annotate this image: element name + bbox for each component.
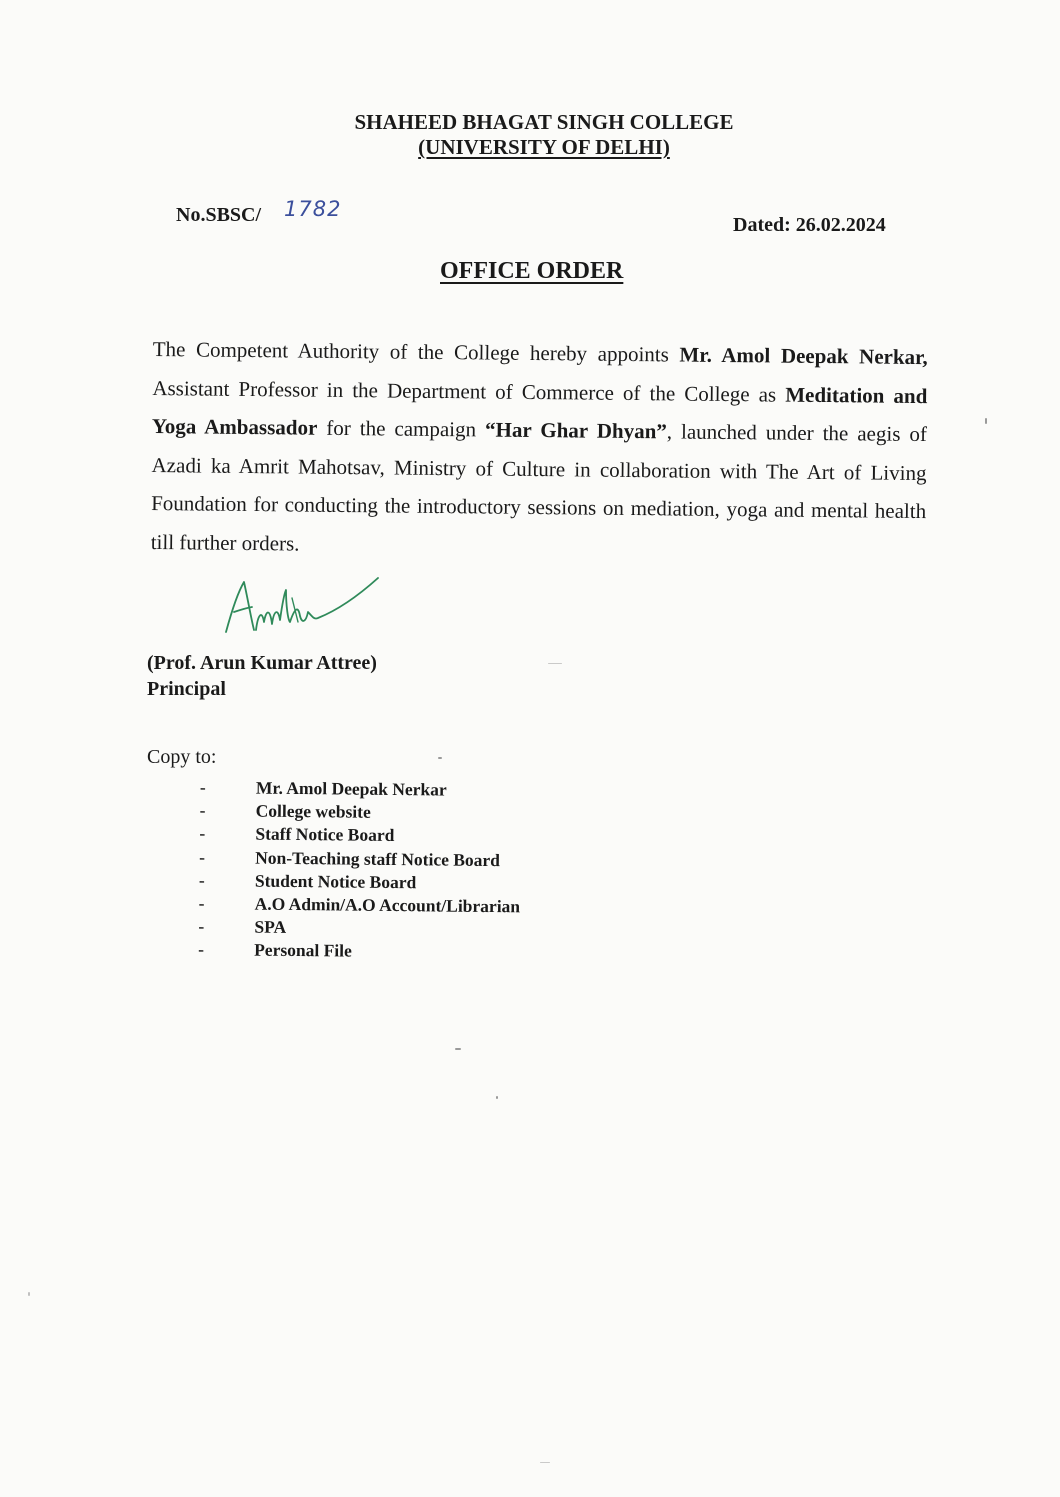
scan-speck bbox=[455, 1048, 461, 1050]
scan-speck bbox=[28, 1292, 30, 1296]
signatory-designation: Principal bbox=[147, 678, 226, 700]
scan-speck bbox=[540, 1462, 550, 1463]
signatory bbox=[147, 650, 377, 702]
order-body bbox=[151, 330, 928, 569]
scan-speck bbox=[985, 418, 987, 424]
college-name: SHAHEED BHAGAT SINGH COLLEGE bbox=[354, 110, 734, 134]
campaign-name: “Har Ghar Dhyan” bbox=[484, 417, 667, 444]
letterhead bbox=[0, 110, 1060, 160]
body-text-3: for the campaign bbox=[317, 415, 486, 442]
body-text-1: The Competent Authority of the College hereby appoints bbox=[152, 336, 680, 367]
copy-to-label: Copy to: bbox=[147, 746, 217, 768]
scan-speck bbox=[496, 1096, 498, 1099]
reference-number-handwritten: 1782 bbox=[284, 197, 342, 221]
university-name: (UNIVERSITY OF DELHI) bbox=[418, 135, 670, 159]
copy-to-list bbox=[198, 776, 521, 961]
body-text-4: , launched under the aegis of Azadi ka Amrit Mahotsav, Ministry of Culture in collaboration with The Art of Living Foundation for conducting the introductory sessions on mediation, yoga and mental health till further orders. bbox=[150, 419, 928, 556]
body-text-2: Assistant Professor in the Department of Commerce of the College as bbox=[152, 375, 786, 407]
scan-speck bbox=[548, 663, 562, 664]
appointee-name: Mr. Amol Deepak Nerkar, bbox=[679, 342, 928, 370]
order-date: Dated: 26.02.2024 bbox=[733, 214, 886, 236]
principal-signature bbox=[218, 570, 388, 640]
scan-speck bbox=[438, 757, 442, 759]
reference-prefix: No.SBSC/ bbox=[176, 204, 262, 226]
signatory-name: (Prof. Arun Kumar Attree) bbox=[147, 652, 377, 674]
order-title: OFFICE ORDER bbox=[440, 258, 624, 284]
appointed-role: Meditation and Yoga Ambassador bbox=[151, 382, 928, 440]
